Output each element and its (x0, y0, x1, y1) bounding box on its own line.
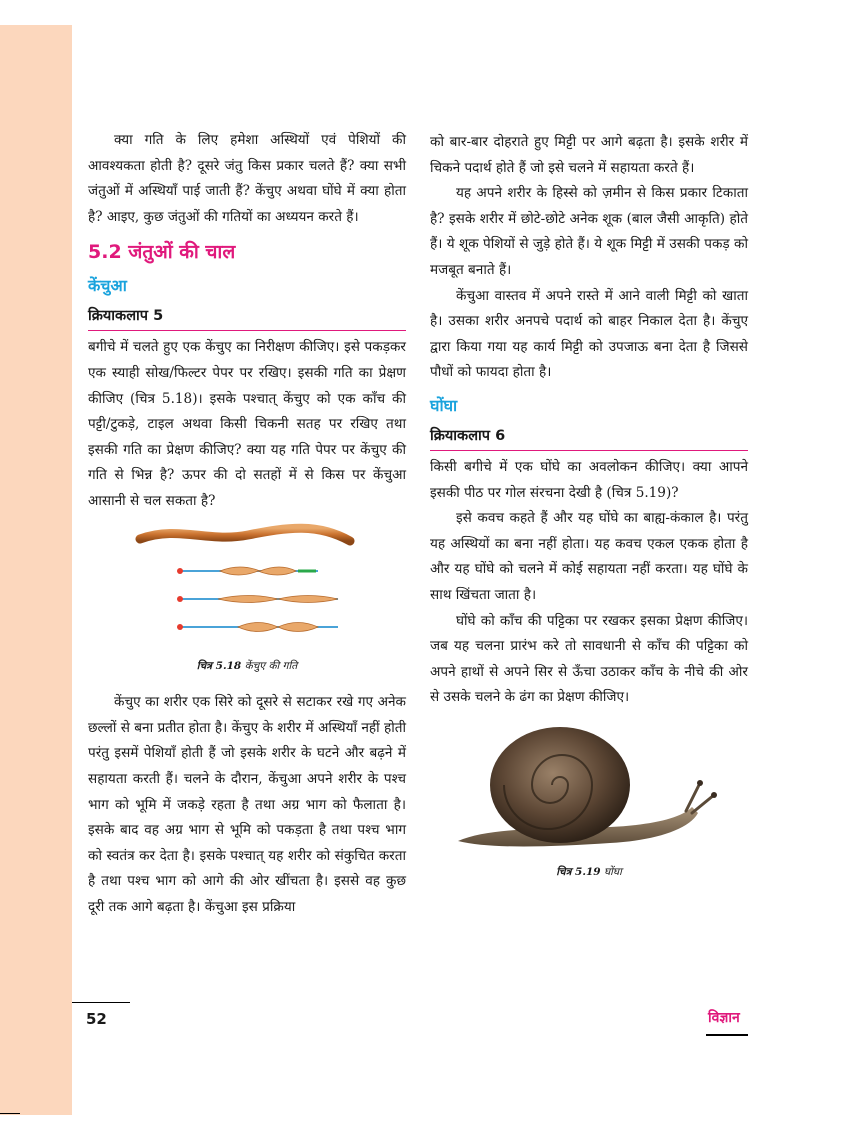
activity-6-text: किसी बगीचे में एक घोंघे का अवलोकन कीजिए। क्या आपने इसकी पीठ पर गोल संरचना देखी है (चित्र 5.19)? (430, 458, 748, 501)
snail-illustration (430, 723, 748, 855)
subsection-snail: घोंघा (430, 395, 458, 415)
book-title: विज्ञान (708, 1010, 740, 1026)
figure-earthworm (88, 519, 406, 675)
movement-stage-2 (177, 595, 338, 602)
caption-text: केंचुए की गति (244, 660, 298, 673)
earthworm-body (140, 528, 350, 541)
caption-number: चित्र 5.19 (556, 866, 601, 879)
right-paragraph-4: इसे कवच कहते हैं और यह घोंघे का बाह्य-कंकाल है। परंतु यह अस्थियों का बना नहीं होता। यह कवच एकल एकक होता है और यह घोंघे को चलने में कोई सहायता नहीं करता। यह घोंघे के साथ खिंचता जाता है। (430, 510, 748, 603)
footer-rule-left (72, 1002, 130, 1003)
page-number: 52 (86, 1010, 107, 1028)
right-paragraph-5: घोंघे को काँच की पट्टिका पर रखकर इसका प्रेक्षण कीजिए। जब यह चलना प्रारंभ करे तो सावधानी से काँच की पट्टिका को अपने हाथों से अपने सिर से ऊँचा उठाकर काँच के नीचे की ओर से उसके चलने के ढंग का प्रेक्षण कीजिए। (430, 612, 748, 706)
earthworm-illustration (88, 519, 406, 649)
right-paragraph-2: यह अपने शरीर के हिस्से को ज़मीन से किस प्रकार टिकाता है? इसके शरीर में छोटे-छोटे अनेक शूक (बाल जैसी आकृति) होते हैं। ये शूक पेशियों से जुड़े होते हैं। ये शूक मिट्टी में उसकी पकड़ को मजबूत बनाते हैं। (430, 185, 748, 278)
page-margin-strip (0, 25, 72, 1115)
section-title: 5.2 जंतुओं की चाल (88, 241, 236, 264)
movement-stage-1 (177, 567, 318, 575)
caption-number: चित्र 5.18 (196, 660, 242, 673)
left-column (88, 128, 406, 920)
activity-5-title: क्रियाकलाप 5 (88, 304, 406, 331)
movement-stage-3 (177, 622, 338, 631)
subsection-earthworm: केंचुआ (88, 276, 127, 296)
right-column (430, 130, 748, 880)
figure-5-18-caption (88, 658, 406, 674)
activity-5-text: बगीचे में चलते हुए एक केंचुए का निरीक्षण कीजिए। इसे पकड़कर एक स्याही सोख/फिल्टर पेपर पर रखिए। इसकी गति का प्रेक्षण कीजिए (चित्र 5.18)। इसके पश्चात् केंचुए को एक काँच की पट्टी/टुकड़े, टाइल अथवा किसी चिकनी सतह पर रखिए तथा इसकी गति का प्रेक्षण कीजिए? क्या यह गति पेपर पर केंचुए की गति से भिन्न है? ऊपर की दो सतहों में से किस पर केंचुआ आसानी से चल सकता है? (88, 339, 406, 509)
right-paragraph-3: केंचुआ वास्तव में अपने रास्ते में आने वाली मिट्टी को खाता है। उसका शरीर अनपचे पदार्थ को बाहर निकाल देता है। केंचुए द्वारा किया गया यह कार्य मिट्टी को उपजाऊ बना देता है जिससे पौधों को फायदा होता है। (430, 287, 748, 381)
figure-5-19-caption (430, 864, 748, 880)
snail-shell (490, 727, 630, 843)
crop-mark (0, 1113, 20, 1114)
earthworm-body-paragraph: केंचुए का शरीर एक सिरे को दूसरे से सटाकर रखे गए अनेक छल्लों से बना प्रतीत होता है। केंचुए के शरीर में अस्थियाँ नहीं होती परंतु इसमें पेशियाँ होती हैं जो इसके शरीर के घटने और बढ़ने में सहायता करती हैं। चलने के दौरान, केंचुआ अपने शरीर के पश्च भाग को भूमि में जकड़े रहता है तथा अग्र भाग को फैलाता है। इसके बाद वह अग्र भाग से भूमि को पकड़ता है तथा पश्च भाग को स्वतंत्र कर देता है। इसके पश्चात् यह शरीर को संकुचित करता है तथा पश्च भाग को आगे की ओर खींचता है। इससे वह कुछ दूरी तक आगे बढ़ता है। केंचुआ इस प्रक्रिया (88, 694, 406, 915)
right-paragraph-1: को बार-बार दोहराते हुए मिट्टी पर आगे बढ़ता है। इसके शरीर में चिकने पदार्थ होते हैं जो इसे चलने में सहायता करते हैं। (430, 134, 748, 176)
caption-text: घोंघा (603, 866, 622, 879)
footer-rule-right (706, 1034, 748, 1036)
activity-6-title: क्रियाकलाप 6 (430, 424, 748, 451)
figure-snail (430, 723, 748, 881)
intro-paragraph: क्या गति के लिए हमेशा अस्थियों एवं पेशियों की आवश्यकता होती है? दूसरे जंतु किस प्रकार चलते हैं? क्या सभी जंतुओं में अस्थियाँ पाई जाती हैं? केंचुए अथवा घोंघे में क्या होता है? आइए, कुछ जंतुओं की गतियों का अध्ययन करते हैं। (88, 132, 406, 225)
